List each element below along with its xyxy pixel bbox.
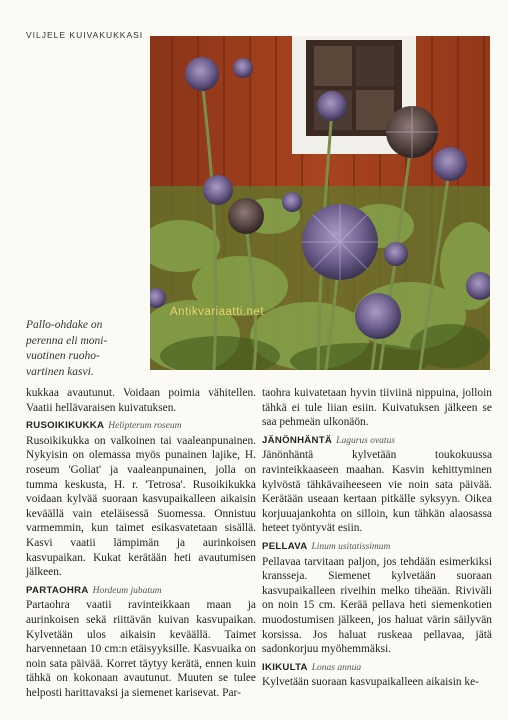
section-text: Partaohra vaatii ravinteikkaan maan ja aurinkoisen sekä riittävän kuivan kasvupaikan. Kylvetään ulos aikaisin keväällä. Taimet harvennetaan 10 cm:n etäisyyksille. Kasvuaika on noin sata päivää. Korret täytyy kerätä, ennen kuin tähkä on kokonaan avautunut. Muuten se tulee helposti harittavaksi ja siemenet karisevat. Par-	[26, 599, 256, 699]
section-heading	[262, 539, 492, 555]
photo-caption: Pallo-ohdake on perenna eli moni-vuotinen ruoho-vartinen kasvi.	[26, 319, 108, 378]
photo-illustration	[150, 36, 490, 370]
section-name: IKIKULTA	[262, 661, 308, 673]
section-name: JÄNÖNHÄNTÄ	[262, 434, 333, 446]
running-head: VILJELE KUIVAKUKKASI	[26, 30, 144, 40]
section-latin-name: Lagurus ovatus	[336, 435, 396, 446]
section-name: PARTAOHRA	[26, 584, 89, 596]
section-name: RUSOIKIKUKKA	[26, 420, 105, 432]
globe-thistle-photo	[150, 36, 490, 370]
right-column	[262, 386, 492, 690]
section-text: Pellavaa tarvitaan paljon, jos tehdään esimerkiksi kransseja. Siemenet kylvetään suoraan kasvupaikalleen riveihin melko tiheään. Riviväli on noin 15 cm. Kerää pellava heti siemenkotien muodostumisen jälkeen, jos haluat värin säilyvän korsissa. Jos haluat ruskeaa pellavaa, jätä sadonkorjuu myöhemmäksi.	[262, 555, 492, 656]
section-latin-name: Helipterum roseum	[108, 421, 182, 432]
section-latin-name: Lonas annua	[311, 662, 362, 673]
section-heading	[26, 583, 256, 599]
left-column	[26, 386, 256, 700]
section-heading	[262, 433, 492, 449]
section-text: Jänönhäntä kylvetään toukokuussa ravinteikkaaseen maahan. Kasvin kehittyminen kylvöstä tähkävaiheeseen vie noin sata päivää. Kerätään useaan kertaan pitkälle syksyyn. Oikea korjuuajankohta on silloin, kun tähkän alaosassa heteet työntyvät esiin.	[262, 449, 492, 535]
section-text: Kylvetään suoraan kasvupaikalleen aikaisin ke-	[262, 676, 479, 689]
section-heading	[26, 418, 256, 434]
section-text: Rusoikikukka on valkoinen tai vaaleanpunainen. Nykyisin on olemassa myös punainen lajike, H. roseum 'Goliat' ja vaaleanpunainen, jolla on tumma keskusta, H. r. 'Tetrosa'. Rusoikikukka voidaan kylvää suoraan kasvupaikalleen aikaisin keväällä vain eteläisessä Suomessa. Onnistuu varmemmin, kun taimet esikasvatetaan sisällä. Kasvi vaatii lämpimän ja aurinkoisen kasvupaikan. Kukat kerätään heti avautumisen jälkeen.	[26, 434, 256, 579]
watermark: Antikvariaatti.net	[170, 306, 265, 318]
section-latin-name: Hordeum jubatum	[92, 585, 162, 596]
section-heading	[262, 660, 492, 676]
section-name: PELLAVA	[262, 540, 308, 552]
right-intro-text: taohra kuivatetaan hyvin tiiviinä nippuina, jolloin tähkä ei tule liian esiin. Kuivatuksen jälkeen se saa pehmeän ulkonäön.	[262, 387, 492, 429]
section-latin-name: Linum usitatissimum	[311, 541, 391, 552]
left-intro-text: kukkaa avautunut. Voidaan poimia vähitellen. Vaatii hellävaraisen kuivatuksen.	[26, 387, 256, 414]
